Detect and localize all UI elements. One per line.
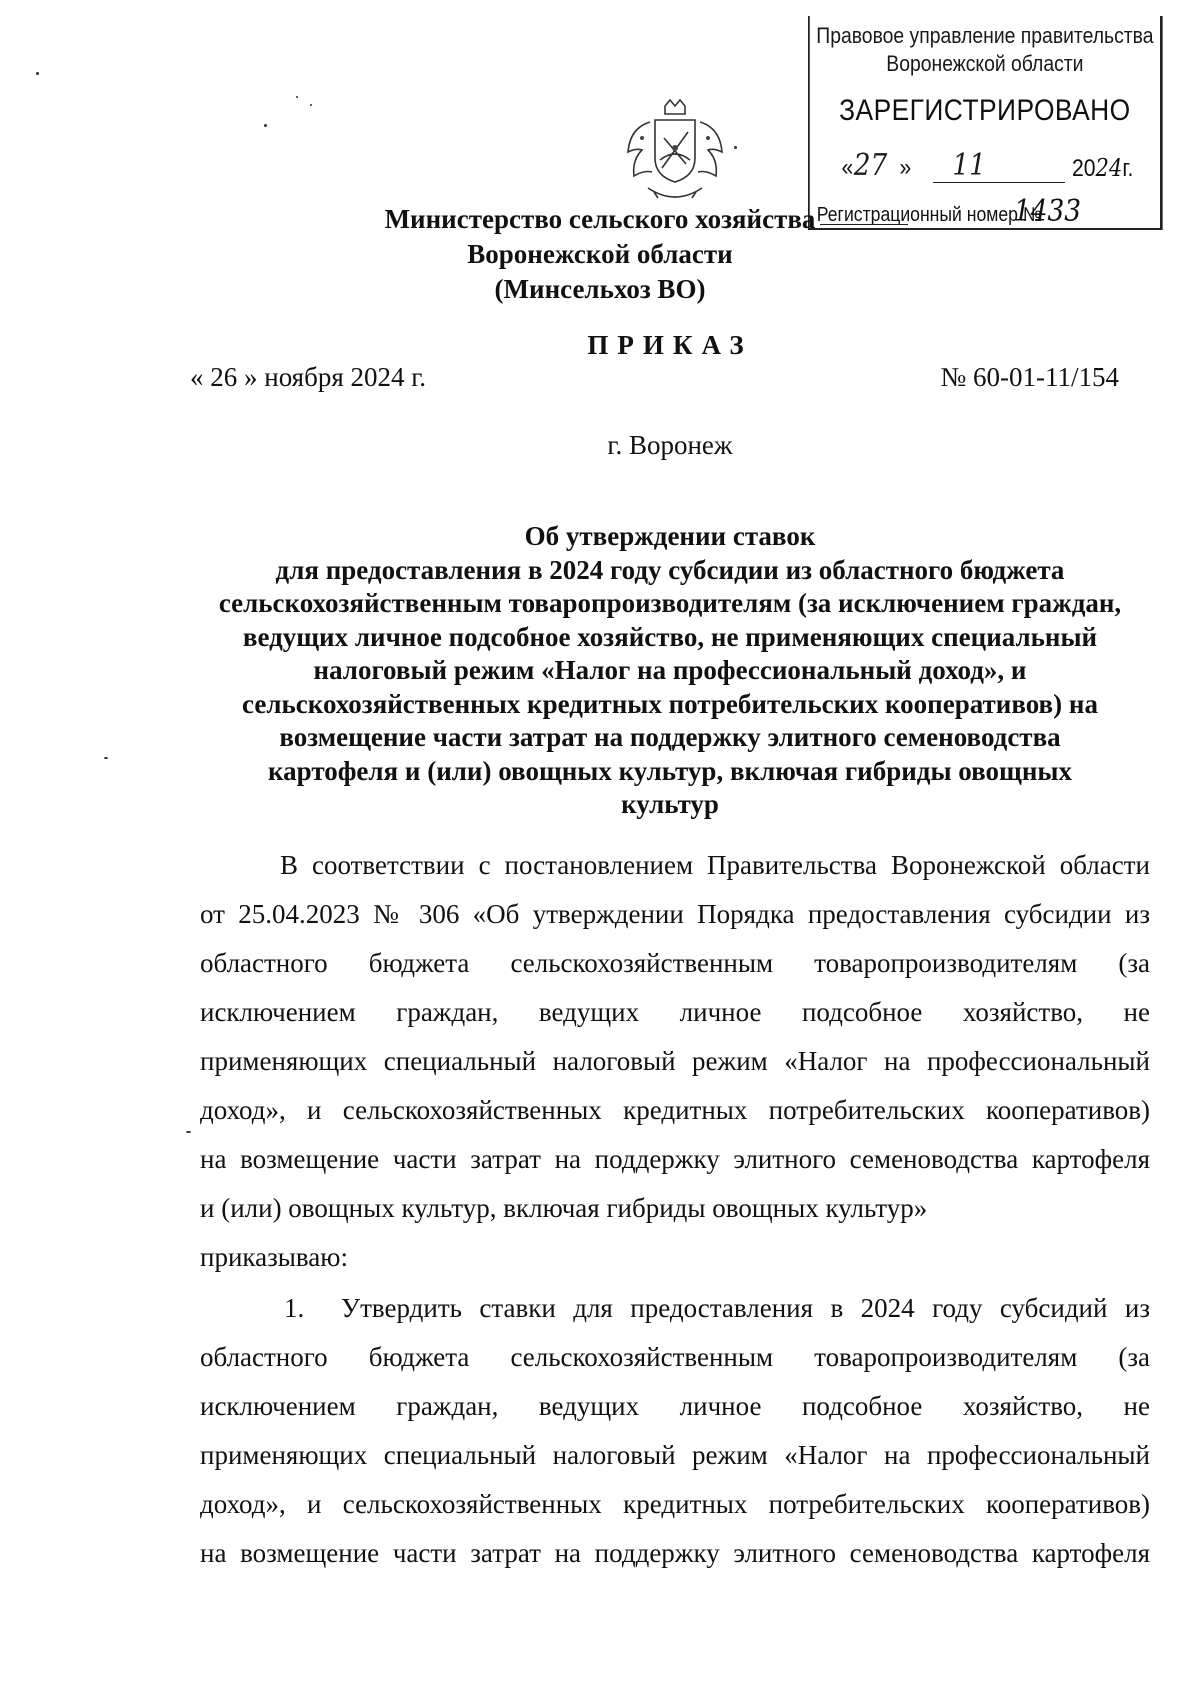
title-line: культур — [621, 789, 719, 819]
scan-speck — [310, 104, 312, 106]
stamp-year-hand: 24 — [1095, 154, 1123, 182]
stamp-org-line-2: Воронежской области — [886, 51, 1084, 76]
order-word: приказываю: — [200, 1242, 348, 1272]
coat-of-arms-icon — [620, 98, 730, 202]
document-date: « 26 » ноября 2024 г. — [190, 362, 427, 392]
scan-speck — [296, 96, 298, 98]
stamp-regnum-label: Регистрационный номер № — [816, 204, 1042, 226]
paragraph-1-line: В соответствии с постановлением Правительства Воронежской области — [280, 850, 1150, 880]
paragraph-1-line: исключением граждан, ведущих личное подсобное хозяйство, не — [200, 997, 1150, 1027]
title-line: Об утверждении ставок — [524, 521, 816, 551]
title-line: возмещение части затрат на поддержку элитного семеноводства — [279, 722, 1061, 752]
paragraph-1-line: областного бюджета сельскохозяйственным товаропроизводителям (за — [200, 948, 1150, 978]
item-1-text: Утвердить ставки для предоставления в 2024 году субсидий из — [341, 1293, 1150, 1323]
item-1-line: областного бюджета сельскохозяйственным товаропроизводителям (за — [200, 1342, 1150, 1372]
stamp-status: ЗАРЕГИСТРИРОВАНО — [839, 94, 1131, 127]
registration-stamp — [808, 16, 1163, 230]
scan-speck — [104, 757, 108, 759]
ministry-region: Воронежской области — [467, 239, 733, 269]
ministry-name: Министерство сельского хозяйства — [384, 204, 816, 234]
paragraph-1-line: и (или) овощных культур, включая гибриды овощных культур» — [200, 1193, 928, 1223]
scan-speck — [186, 1131, 191, 1133]
stamp-quote-open: « — [841, 154, 854, 181]
scan-speck — [36, 72, 39, 75]
stamp-year-suffix: г. — [1122, 155, 1134, 182]
stamp-year — [1072, 154, 1133, 183]
title-line: сельскохозяйственных кредитных потребительских кооперативов) на — [242, 688, 1098, 719]
paragraph-1-line: на возмещение части затрат на поддержку элитного семеноводства картофеля — [200, 1144, 1150, 1174]
title-line: для предоставления в 2024 году субсидии из областного бюджета — [275, 554, 1065, 585]
scan-speck — [264, 124, 267, 127]
item-1-first-line — [200, 1291, 1150, 1325]
stamp-year-prefix: 20 — [1072, 155, 1096, 182]
stamp-organization — [810, 22, 1160, 78]
item-1-line: доход», и сельскохозяйственных кредитных потребительских кооперативов) — [200, 1489, 1150, 1519]
paragraph-1-line: от 25.04.2023 № 306 «Об утверждении Порядка предоставления субсидии из — [200, 899, 1150, 929]
stamp-underline-overlap — [820, 224, 908, 225]
title-line: сельскохозяйственным товаропроизводителям (за исключением граждан, — [218, 588, 1122, 618]
document-type: ПРИКАЗ — [587, 330, 753, 360]
item-1-line: применяющих специальный налоговый режим «Налог на профессиональный — [200, 1440, 1150, 1470]
document-title — [170, 520, 1170, 822]
title-line: ведущих личное подсобное хозяйство, не применяющих специальный — [242, 621, 1098, 652]
stamp-regnum-value: 1433 — [1013, 194, 1082, 229]
stamp-month-underline — [933, 182, 1065, 183]
scan-speck — [734, 146, 737, 149]
item-1-number: 1. — [284, 1293, 305, 1323]
title-line: налоговый режим «Налог на профессиональный доход», и — [313, 655, 1027, 685]
stamp-date — [841, 148, 1140, 188]
paragraph-1-line: доход», и сельскохозяйственных кредитных потребительских кооперативов) — [200, 1095, 1150, 1125]
stamp-quote-close: » — [899, 154, 912, 181]
stamp-day: 27 — [853, 148, 888, 183]
document-city: г. Воронеж — [607, 430, 733, 460]
stamp-month: 11 — [952, 148, 986, 183]
ministry-abbreviation: (Минсельхоз ВО) — [494, 274, 706, 304]
item-1-line: на возмещение части затрат на поддержку элитного семеноводства картофеля — [200, 1538, 1150, 1568]
document-number: № 60-01-11/154 — [940, 362, 1119, 392]
stamp-org-line-1: Правовое управление правительства — [816, 23, 1154, 48]
item-1-line: исключением граждан, ведущих личное подсобное хозяйство, не — [200, 1391, 1150, 1421]
paragraph-1-line: применяющих специальный налоговый режим «Налог на профессиональный — [200, 1046, 1150, 1076]
title-line: картофеля и (или) овощных культур, включая гибриды овощных — [268, 755, 1072, 786]
